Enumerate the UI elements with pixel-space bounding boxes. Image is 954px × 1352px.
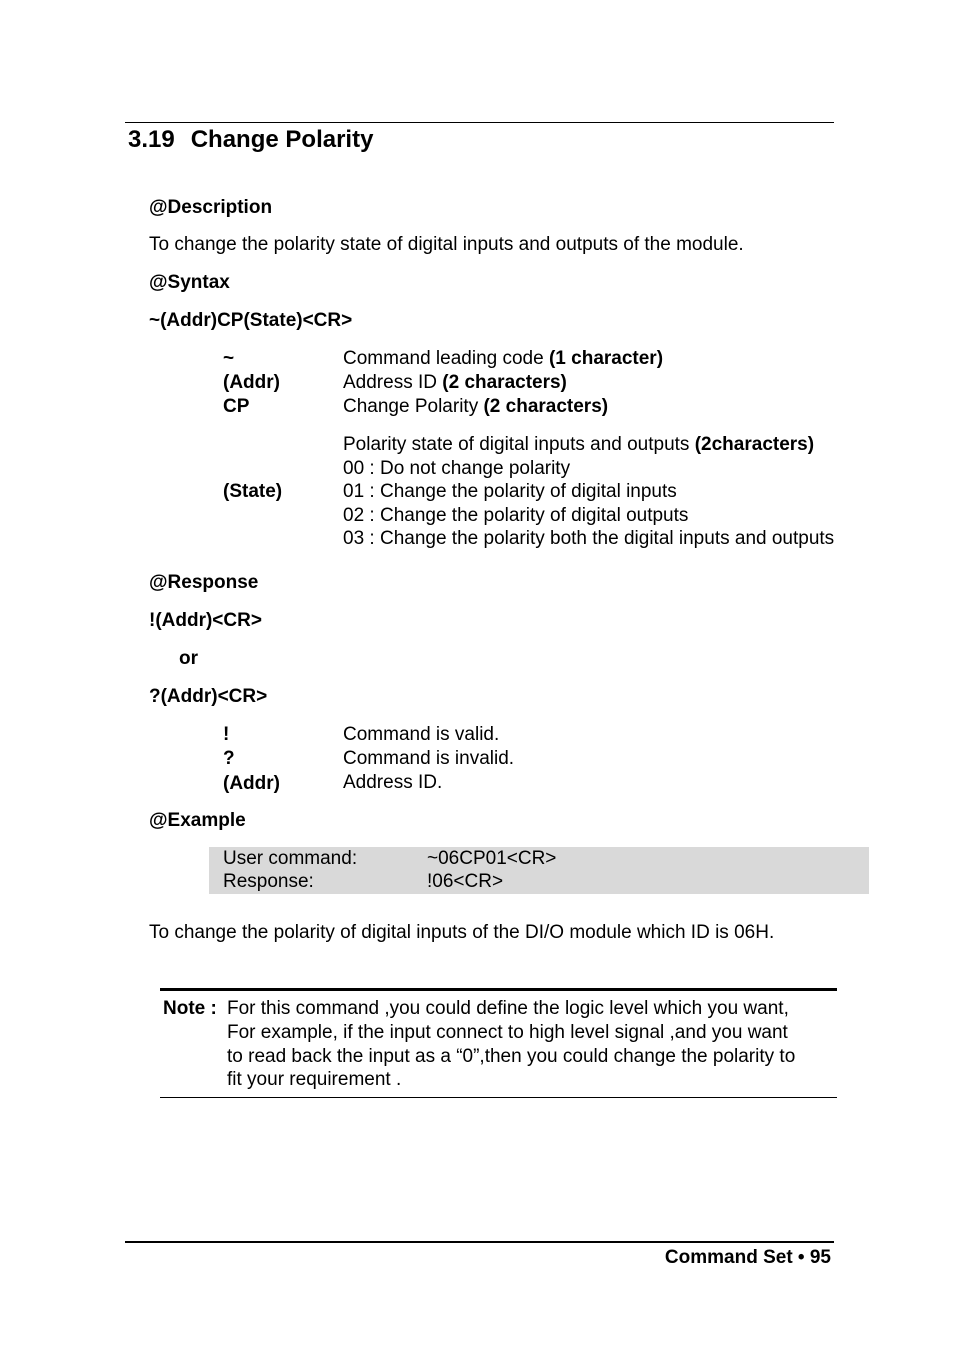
example-heading: @Example	[149, 810, 246, 831]
example-text: To change the polarity of digital inputs of the DI/O module which ID is 06H.	[149, 922, 775, 943]
description-text: To change the polarity state of digital inputs and outputs of the module.	[149, 234, 744, 255]
syntax-command: ~(Addr)CP(State)<CR>	[149, 310, 353, 331]
response-param-desc: Command is invalid.	[343, 748, 515, 769]
note-line: For example, if the input connect to high level signal ,and you want	[227, 1022, 788, 1043]
state-option: 00 : Do not change polarity	[343, 457, 571, 479]
description-heading: @Description	[149, 197, 273, 218]
state-option: 03 : Change the polarity both the digital inputs and outputs	[343, 528, 835, 549]
response-param-desc: Address ID.	[343, 772, 443, 793]
state-term: (State)	[223, 481, 283, 502]
state-option: 01 : Change the polarity of digital inputs	[343, 481, 677, 502]
note-rule-bottom	[160, 1097, 837, 1098]
response-param-term: (Addr)	[223, 773, 280, 794]
syntax-heading: @Syntax	[149, 272, 230, 293]
note-label: Note :	[163, 998, 217, 1019]
state-option: 02 : Change the polarity of digital outputs	[343, 504, 689, 526]
response-param-term: !	[223, 724, 230, 745]
syntax-param-desc: Address ID (2 characters)	[343, 372, 567, 393]
response-param-desc: Command is valid.	[343, 724, 500, 745]
syntax-param-term: (Addr)	[223, 372, 280, 393]
example-value: ~06CP01<CR>	[427, 848, 557, 869]
header-rule	[125, 122, 834, 123]
syntax-param-term: ~	[223, 348, 235, 369]
example-label: User command:	[223, 848, 358, 869]
syntax-param-term: CP	[223, 396, 250, 417]
note-rule-top	[160, 988, 837, 991]
section-number: 3.19	[128, 126, 175, 153]
response-invalid: ?(Addr)<CR>	[149, 686, 268, 707]
response-heading: @Response	[149, 572, 259, 593]
note-line: to read back the input as a “0”,then you could change the polarity to	[227, 1046, 796, 1067]
section-title-text: Change Polarity	[190, 126, 374, 153]
syntax-param-desc: Command leading code (1 character)	[343, 348, 664, 369]
example-value: !06<CR>	[427, 871, 504, 892]
response-param-term: ?	[223, 748, 235, 769]
syntax-param-desc: Change Polarity (2 characters)	[343, 396, 609, 417]
note-line: For this command ,you could define the logic level which you want,	[227, 998, 789, 1019]
footer-rule	[125, 1241, 834, 1243]
example-label: Response:	[223, 871, 314, 892]
state-desc-line: Polarity state of digital inputs and outputs (2characters)	[343, 434, 815, 455]
section-title	[128, 126, 373, 154]
note-line: fit your requirement .	[227, 1069, 402, 1090]
page-footer: Command Set • 95	[664, 1247, 831, 1268]
state-description	[343, 433, 834, 551]
response-or: or	[179, 648, 198, 669]
response-valid: !(Addr)<CR>	[149, 610, 262, 631]
